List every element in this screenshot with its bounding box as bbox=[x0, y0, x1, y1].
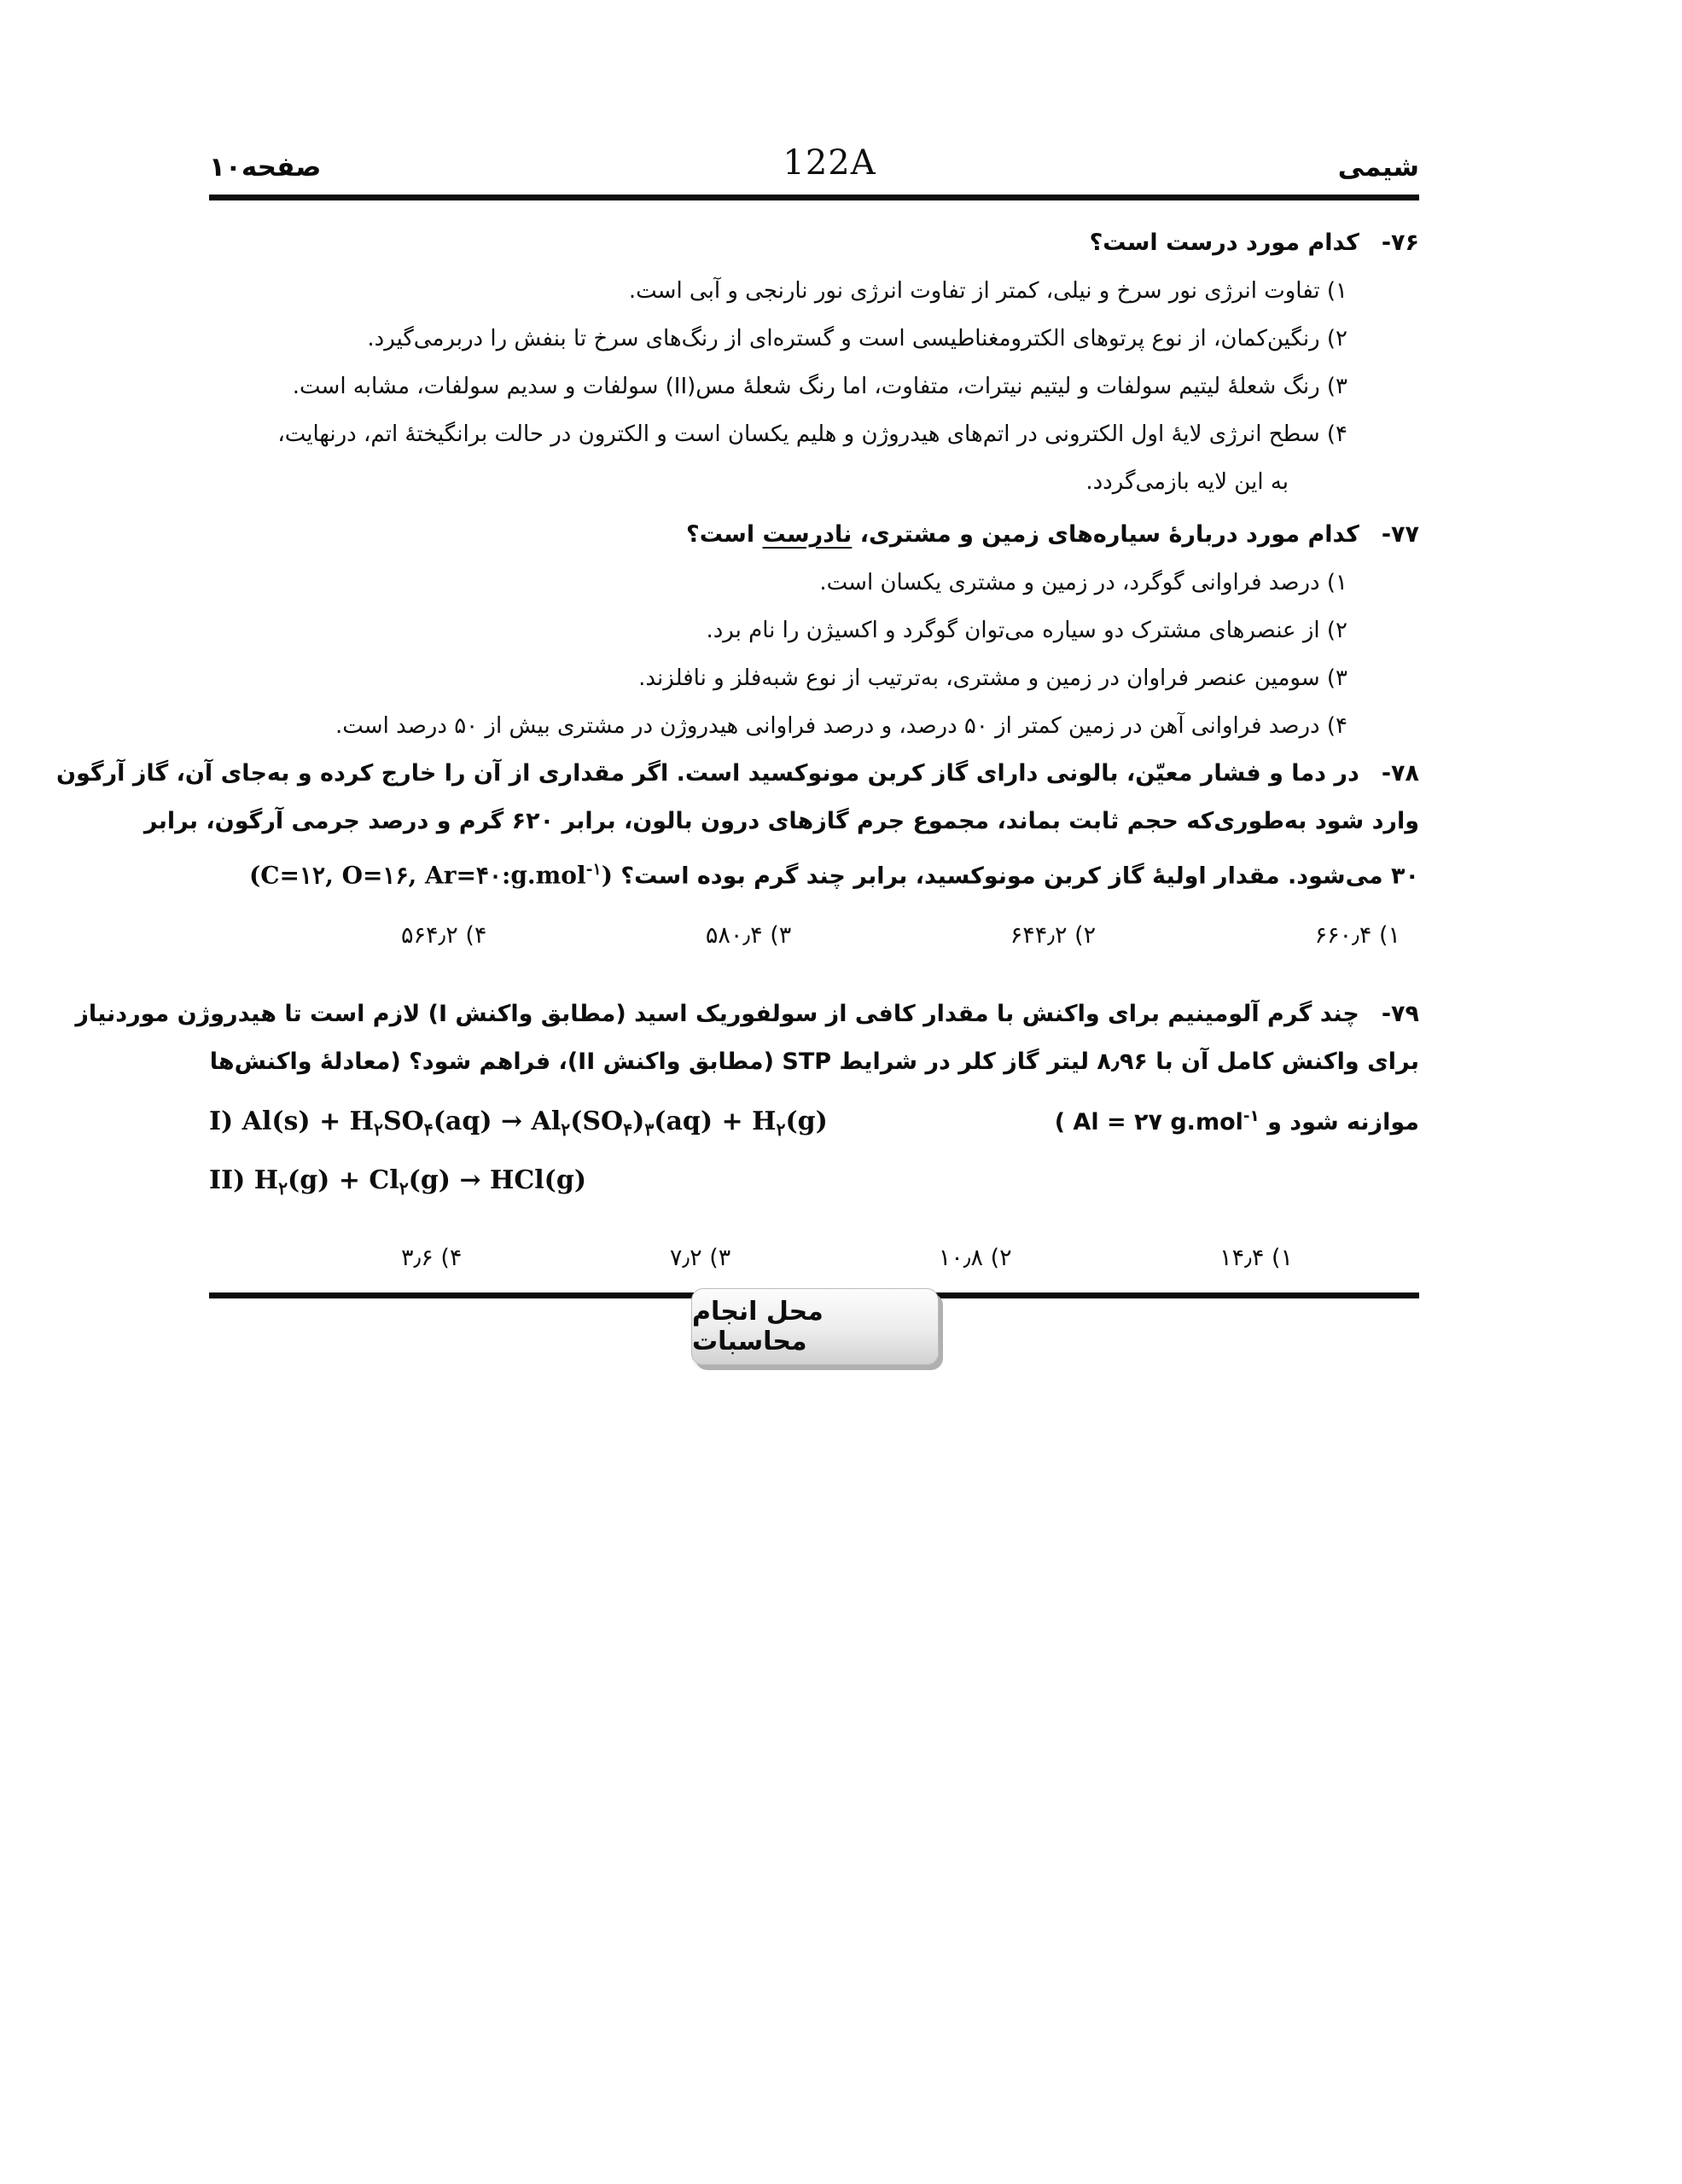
choice-2: ۲) ۱۰٫۸ bbox=[938, 1245, 1012, 1272]
question-76 bbox=[209, 219, 1419, 506]
reaction-equation-1: I) $Al(s) + H_۲SO_۴(aq) \to Al_۲(SO_۴)_۳(aq) + H_۲(g)$ bbox=[209, 1107, 828, 1141]
reaction-equation-2-row bbox=[209, 1157, 1419, 1212]
choice-4: ۴) ۵۶۴٫۲ bbox=[401, 922, 487, 950]
option-4: ۴) سطح انرژی لایهٔ اول الکترونی در اتم‌های هیدروژن و هلیم یکسان است و الکترون در حالت برانگیختهٔ اتم، درنهایت، bbox=[277, 421, 1347, 447]
choice-4: ۴) ۳٫۶ bbox=[401, 1245, 463, 1272]
option-3: ۳) سومین عنصر فراوان در زمین و مشتری، به‌ترتیب از نوع شبه‌فلز و نافلزند. bbox=[638, 665, 1347, 691]
calculations-box-label: محل انجام محاسبات bbox=[692, 1297, 824, 1357]
questions-area bbox=[55, 219, 1419, 1282]
statement-line-3-text: ۳۰ می‌شود. مقدار اولیهٔ گاز کربن مونوکسید، برابر چند گرم بوده است؟ bbox=[620, 863, 1419, 890]
question-77 bbox=[209, 511, 1419, 750]
statement-line-1: در دما و فشار معیّن، بالونی دارای گاز کربن مونوکسید است. اگر مقداری از آن را خارج کرده و به‌جای آن، گاز آرگون bbox=[55, 760, 1359, 787]
question-title: کدام مورد درست است؟ bbox=[1089, 229, 1359, 256]
question-number: ۷۸- bbox=[1381, 760, 1419, 787]
choice-1: ۱) ۶۶۰٫۴ bbox=[1314, 922, 1400, 950]
question-number: ۷۶- bbox=[1381, 229, 1419, 256]
question-79-head bbox=[75, 990, 1419, 1038]
answer-choices bbox=[209, 1234, 1419, 1282]
question-78-head bbox=[55, 750, 1419, 798]
header-rule bbox=[209, 195, 1419, 200]
statement-line-1: چند گرم آلومینیم برای واکنش با مقدار کافی از سولفوریک اسید (مطابق واکنش I) لازم است تا هیدروژن موردنیاز bbox=[75, 1001, 1359, 1028]
option-4: ۴) درصد فراوانی آهن در زمین کمتر از ۵۰ درصد، و درصد فراوانی هیدروژن در مشتری بیش از ۵۰ درصد است. bbox=[335, 713, 1347, 739]
choice-2: ۲) ۶۴۴٫۲ bbox=[1010, 922, 1097, 950]
choice-3: ۳) ۵۸۰٫۴ bbox=[705, 922, 792, 950]
question-77-head bbox=[209, 511, 1419, 559]
question-76-head bbox=[209, 219, 1419, 267]
statement-line-2: برای واکنش کامل آن با ۸٫۹۶ لیتر گاز کلر در شرایط STP (مطابق واکنش II)، فراهم شود؟ (معادلهٔ واکنش‌ها bbox=[209, 1048, 1419, 1076]
statement-line-2: وارد شود به‌طوری‌که حجم ثابت بماند، مجموع جرم گازهای درون بالون، برابر ۶۲۰ گرم و درصد جرمی آرگون، برابر bbox=[143, 808, 1419, 834]
question-78 bbox=[55, 750, 1419, 960]
exam-code: 122A bbox=[783, 143, 876, 183]
subject-title: شیمی bbox=[1337, 152, 1419, 183]
answer-choices bbox=[209, 912, 1419, 960]
option-2: ۲) از عنصرهای مشترک دو سیاره می‌توان گوگرد و اکسیژن را نام برد. bbox=[706, 618, 1347, 643]
question-79 bbox=[75, 990, 1419, 1282]
balance-note: موازنه شود و ( Al = ۲۷ g.mol$^{-۱}$ bbox=[1054, 1107, 1419, 1136]
option-2: ۲) رنگین‌کمان، از نوع پرتوهای الکترومغناطیسی است و گستره‌ای از رنگ‌های سرخ تا بنفش را دربرمی‌گیرد. bbox=[367, 326, 1347, 351]
question-number: ۷۷- bbox=[1381, 521, 1419, 548]
reaction-equation-1-row bbox=[209, 1093, 1419, 1153]
question-number: ۷۹- bbox=[1381, 1001, 1419, 1028]
option-4-continuation: به این لایه بازمی‌گردد. bbox=[1085, 469, 1289, 495]
page-number: صفحه۱۰ bbox=[209, 152, 322, 183]
choice-1: ۱) ۱۴٫۴ bbox=[1219, 1245, 1293, 1272]
option-3: ۳) رنگ شعلهٔ لیتیم سولفات و لیتیم نیترات، متفاوت، اما رنگ شعلهٔ مس(II) سولفات و سدیم سولفات، مشابه است. bbox=[292, 374, 1347, 399]
choice-3: ۳) ۷٫۲ bbox=[669, 1245, 731, 1272]
calculations-box bbox=[691, 1288, 939, 1365]
statement-line-3 bbox=[209, 845, 1419, 900]
page-header bbox=[209, 0, 1419, 183]
option-1: ۱) تفاوت انرژی نور سرخ و نیلی، کمتر از تفاوت انرژی نور نارنجی و آبی است. bbox=[628, 278, 1347, 304]
molar-mass-reference: (C=۱۲, O=۱۶, Ar=۴۰:g.mol$^{-۱}$) bbox=[249, 860, 613, 890]
reaction-equation-2: II) $H_۲(g) + Cl_۲(g) \to HCl(g)$ bbox=[209, 1165, 587, 1199]
option-1: ۱) درصد فراوانی گوگرد، در زمین و مشتری یکسان است. bbox=[819, 570, 1347, 595]
question-title: کدام مورد دربارهٔ سیاره‌های زمین و مشتری، نادرست است؟ bbox=[686, 521, 1359, 548]
